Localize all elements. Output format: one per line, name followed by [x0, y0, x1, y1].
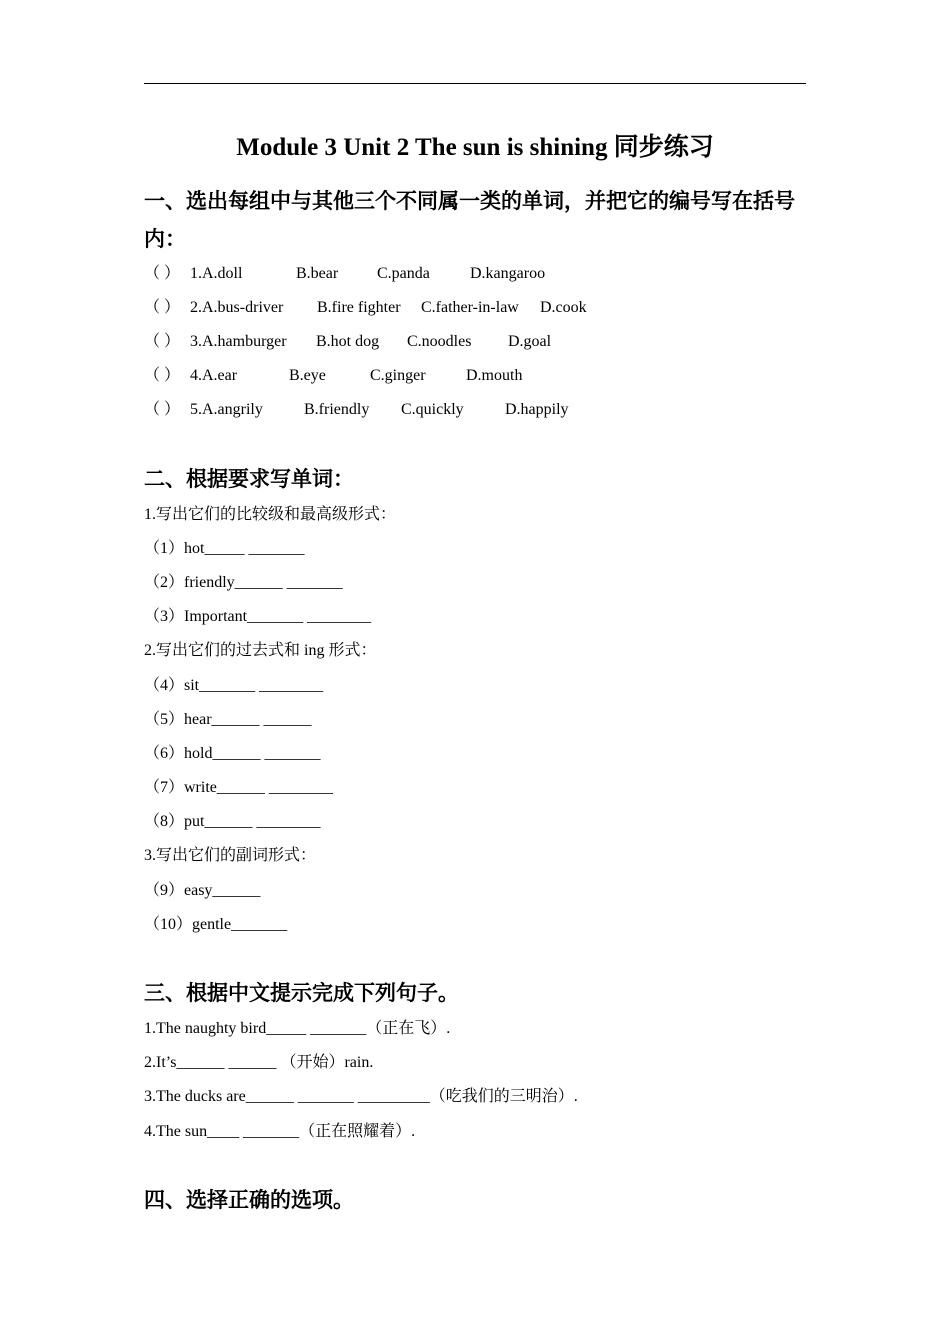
- section3-line: 1.The naughty bird_____ _______（正在飞）.: [144, 1020, 451, 1037]
- option-text: A.doll: [202, 265, 243, 282]
- answer-bracket: （ ）: [144, 299, 181, 316]
- mc-option: [190, 297, 283, 319]
- mc-option: B.fire fighter: [317, 299, 401, 316]
- section2-line: （4）sit_______ ________: [144, 677, 324, 694]
- section2-heading: 二、根据要求写单词：: [144, 467, 354, 491]
- mc-option: B.hot dog: [316, 333, 380, 350]
- mc-option: D.happily: [505, 401, 569, 418]
- answer-bracket: （ ）: [144, 367, 181, 384]
- mc-option: B.eye: [289, 367, 326, 384]
- option-text: A.ear: [202, 367, 238, 384]
- mc-option: C.quickly: [401, 401, 464, 418]
- mc-option: D.goal: [508, 333, 552, 350]
- mc-option: D.cook: [540, 299, 587, 316]
- mc-option: C.noodles: [407, 333, 472, 350]
- mc-option: D.kangaroo: [470, 265, 546, 282]
- question-number: 3.: [190, 333, 202, 350]
- section2-line: （9）easy______: [144, 882, 261, 899]
- section1-heading: 一、选出每组中与其他三个不同属一类的单词，并把它的编号写在括号内：: [144, 189, 795, 251]
- section2-line: （3）Important_______ ________: [144, 608, 372, 625]
- mc-option: [190, 399, 263, 421]
- mc-question: [0, 399, 950, 421]
- section2-line: （10）gentle_______: [144, 916, 288, 933]
- mc-question: [0, 331, 950, 353]
- option-text: A.angrily: [202, 401, 263, 418]
- section3-heading: 三、根据中文提示完成下列句子。: [144, 981, 459, 1005]
- section2-line: （1）hot_____ _______: [144, 540, 305, 557]
- mc-option: B.bear: [296, 265, 339, 282]
- option-text: A.bus-driver: [202, 299, 284, 316]
- mc-option: [190, 263, 242, 285]
- mc-option: D.mouth: [466, 367, 523, 384]
- answer-bracket: （ ）: [144, 333, 181, 350]
- mc-option: B.friendly: [304, 401, 370, 418]
- section3-line: 3.The ducks are______ _______ _________（吃我们的三明治）.: [144, 1088, 578, 1105]
- section2-line: （7）write______ ________: [144, 779, 333, 796]
- answer-bracket: （ ）: [144, 265, 181, 282]
- question-number: 1.: [190, 265, 202, 282]
- option-text: A.hamburger: [202, 333, 287, 350]
- question-number: 2.: [190, 299, 202, 316]
- mc-question: [0, 263, 950, 285]
- mc-option: [190, 365, 237, 387]
- section2-line: （5）hear______ ______: [144, 711, 312, 728]
- question-number: 4.: [190, 367, 202, 384]
- section2-line: 3.写出它们的副词形式：: [144, 847, 317, 864]
- mc-question: [0, 297, 950, 319]
- section2-line: 1.写出它们的比较级和最高级形式：: [144, 506, 397, 523]
- section2-line: （8）put______ ________: [144, 813, 321, 830]
- document-title: Module 3 Unit 2 The sun is shining 同步练习: [236, 134, 714, 161]
- section3-line: 4.The sun____ _______（正在照耀着）.: [144, 1123, 416, 1140]
- mc-option: [190, 331, 287, 353]
- mc-option: C.ginger: [370, 367, 426, 384]
- section4-heading: 四、选择正确的选项。: [144, 1188, 354, 1212]
- answer-bracket: （ ）: [144, 401, 181, 418]
- header-rule: [144, 83, 806, 84]
- section2-line: （6）hold______ _______: [144, 745, 321, 762]
- section2-line: 2.写出它们的过去式和 ing 形式：: [144, 642, 377, 659]
- section3-line: 2.It’s______ ______ （开始）rain.: [144, 1054, 374, 1071]
- mc-question: [0, 365, 950, 387]
- section2-line: （2）friendly______ _______: [144, 574, 343, 591]
- mc-option: C.father-in-law: [421, 299, 519, 316]
- question-number: 5.: [190, 401, 202, 418]
- mc-option: C.panda: [377, 265, 430, 282]
